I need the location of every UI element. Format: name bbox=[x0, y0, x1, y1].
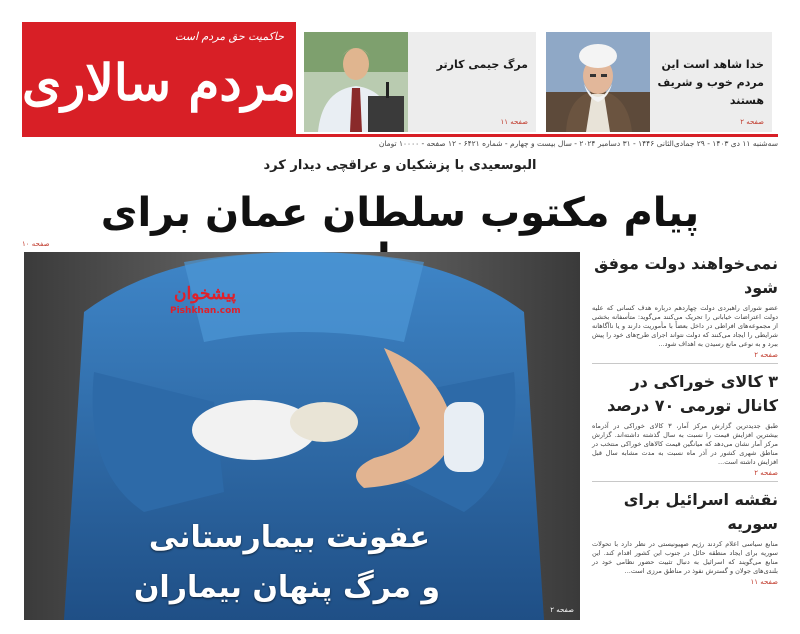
photo-caption-line1[interactable]: عفونت بیمارستانی bbox=[148, 520, 430, 555]
divider bbox=[592, 481, 778, 482]
divider bbox=[592, 363, 778, 364]
headline-kicker: البوسعیدی با پزشکیان و عراقچی دیدار کرد bbox=[263, 158, 537, 173]
side-column bbox=[592, 252, 778, 624]
dateline: سه‌شنبه ۱۱ دی ۱۴۰۳ - ۲۹ جمادی‌الثانی ۱۴۴۶ - ۳۱ دسامبر ۲۰۲۴ - سال بیست و چهارم - شماره ۶۴۲۱ - ۱۲ صفحه - ۱۰۰۰۰ تومان bbox=[378, 139, 778, 148]
masthead bbox=[22, 22, 296, 134]
doctor-photo-illustration bbox=[24, 252, 580, 620]
page-ref: صفحه ۲ bbox=[740, 118, 764, 126]
article-title[interactable]: نمی‌خواهند دولت موفق شود bbox=[594, 254, 778, 297]
page-ref: صفحه ۱۰ bbox=[22, 240, 50, 248]
main-photo[interactable] bbox=[24, 252, 580, 620]
teaser-text[interactable]: خدا شاهد است این مردم خوب و شریف هستند bbox=[657, 58, 764, 107]
page-ref: صفحه ۲ bbox=[550, 606, 574, 614]
newspaper-logo[interactable]: مردم سالاری bbox=[22, 53, 296, 112]
teaser-box[interactable] bbox=[546, 32, 772, 132]
article-title[interactable]: نقشه اسرائیل برای سوریه bbox=[623, 490, 778, 533]
article-body: طبق جدیدترین گزارش مرکز آمار، ۳ کالای خوراکی در آذرماه بیشترین افزایش قیمت را نسبت به سال گذشته داشته‌اند. گزارش مرکز آمار نشان می‌دهد که میانگین قیمت کالاهای خوراکی منتخب در مناطق شهری کشور در آذر ماه نسبت به مدت مشابه سال قبل افزایش داشته است... bbox=[592, 422, 778, 466]
pishkhan-url: Pishkhan.com bbox=[170, 306, 241, 316]
cleric-photo bbox=[546, 32, 650, 132]
teaser-box[interactable] bbox=[304, 32, 536, 132]
pishkhan-watermark: پیشخوان bbox=[174, 284, 236, 304]
page-ref: صفحه ۱۱ bbox=[750, 578, 778, 586]
teaser-text[interactable]: مرگ جیمی کارتر bbox=[436, 58, 528, 71]
article-body: منابع سیاسی اعلام کردند رژیم صهیونیستی در نظر دارد با تحولات سوریه برای ایجاد منطقه حائل در جنوب این کشور اقدام کند. این منابع می‌گویند که اسرائیل به دنبال تثبیت حضور نظامی خود در بلندی‌های جولان و گسترش نفوذ در مناطق مرزی است... bbox=[592, 540, 778, 575]
masthead-tagline: حاکمیت حق مردم است bbox=[174, 30, 284, 43]
page-ref: صفحه ۱۱ bbox=[500, 118, 528, 126]
article[interactable] bbox=[592, 252, 778, 364]
red-rule bbox=[22, 134, 778, 137]
carter-photo bbox=[304, 32, 408, 132]
main-headline[interactable]: پیام مکتوب سلطان عمان برای bbox=[100, 190, 700, 236]
photo-caption-line2[interactable]: و مرگ پنهان بیماران bbox=[133, 570, 440, 605]
page-ref: صفحه ۲ bbox=[754, 351, 778, 359]
article[interactable] bbox=[592, 370, 778, 482]
article[interactable] bbox=[592, 488, 778, 586]
article-body: عضو شورای راهبردی دولت چهاردهم درباره هدف کسانی که علیه دولت اعتراضات خیابانی را تحریک می‌کنند می‌گوید: متأسفانه بخشی از مجموعه‌های افراطی در داخل بعضاً با مأموریت دارند و یا ناآگاهانه شرایطی را ایجاد می‌کنند که دولت نتواند اجرای طرح‌های خود را پیش ببرد و به نوعی مانع رسیدن به اهداف شود... bbox=[592, 304, 778, 348]
page-ref: صفحه ۲ bbox=[754, 469, 778, 477]
article-title[interactable]: ۳ کالای خوراکی در کانال تورمی ۷۰ درصد bbox=[607, 372, 778, 415]
